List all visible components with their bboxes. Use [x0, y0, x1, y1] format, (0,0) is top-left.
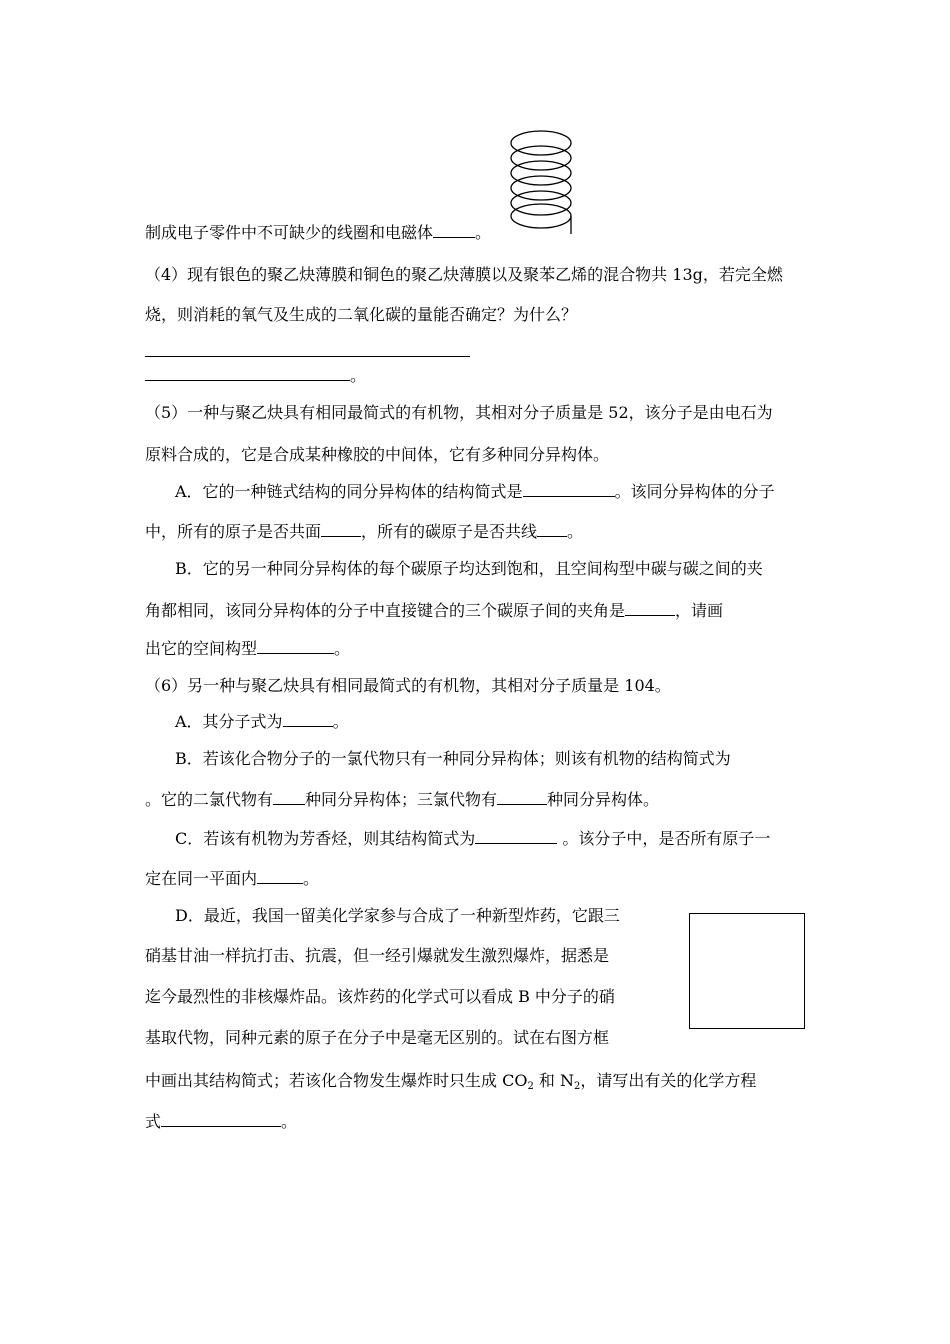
- q5-a-line2: 中，所有的原子是否共面 ，所有的碳原子是否共线 。: [145, 522, 584, 541]
- answer-line[interactable]: [145, 356, 470, 357]
- answer-blank[interactable]: [257, 868, 303, 884]
- answer-blank[interactable]: [257, 638, 334, 654]
- answer-blank[interactable]: [273, 789, 305, 805]
- q6-d-line4: 基取代物，同种元素的原子在分子中是毫无区别的。试在右图方框: [145, 1028, 610, 1047]
- answer-blank[interactable]: [475, 828, 557, 844]
- q5-b-line2: 角都相同，该同分异构体的分子中直接键合的三个碳原子间的夹角是 ，请画: [145, 601, 724, 620]
- q6-d-line3: 迄今最烈性的非核爆炸品。该炸药的化学式可以看成 B 中分子的硝: [145, 987, 615, 1006]
- answer-blank[interactable]: [497, 789, 547, 805]
- q4-line2: 烧，则消耗的氧气及生成的二氧化碳的量能否确定？为什么？: [145, 305, 578, 324]
- coil-figure: [503, 126, 583, 236]
- q6-b-line1: B．若该化合物分子的一氯代物只有一种同分异构体；则该有机物的结构简式为: [175, 749, 731, 768]
- q5-b-line3: 出它的空间构型 。: [145, 639, 351, 658]
- q6-d-line5: 中画出其结构简式；若该化合物发生爆炸时只生成 $CO_2$ 和 $N_2$，请写出有关的化学方程: [145, 1071, 757, 1092]
- q6-line1: （6）另一种与聚乙炔具有相同最简式的有机物，其相对分子质量是 104。: [145, 676, 671, 695]
- answer-blank[interactable]: [625, 600, 675, 616]
- answer-blank[interactable]: [523, 481, 615, 497]
- structure-drawing-box[interactable]: [689, 913, 805, 1029]
- answer-blank[interactable]: [433, 222, 475, 238]
- q5-a-line1: A．它的一种链式结构的同分异构体的结构简式是 。该同分异构体的分子: [175, 482, 775, 501]
- q6-a-line: A．其分子式为 。: [175, 712, 349, 731]
- q3-line: 制成电子零件中不可缺少的线圈和电磁体 。: [145, 223, 492, 242]
- q6-c-line2: 定在同一平面内 。: [145, 869, 320, 888]
- q6-c-line1: C．若该有机物为芳香烃，则其结构简式为 。该分子中，是否所有原子一: [175, 829, 771, 848]
- answer-blank[interactable]: [321, 521, 361, 537]
- q4-answer-line2: 。: [145, 365, 366, 386]
- q4-line1: （4）现有银色的聚乙炔薄膜和铜色的聚乙炔薄膜以及聚苯乙烯的混合物共 13g，若完全燃: [145, 265, 783, 284]
- q5-b-line1: B．它的另一种同分异构体的每个碳原子均达到饱和，且空间构型中碳与碳之间的夹: [175, 559, 763, 578]
- q6-d-line2: 硝基甘油一样抗打击、抗震，但一经引爆就发生激烈爆炸，据悉是: [145, 946, 610, 965]
- answer-blank[interactable]: [145, 365, 350, 381]
- q5-line1: （5）一种与聚乙炔具有相同最简式的有机物，其相对分子质量是 52，该分子是由电石为: [145, 403, 773, 422]
- answer-blank[interactable]: [537, 521, 567, 537]
- q6-d-line6: 式 。: [145, 1112, 298, 1131]
- q6-d-line1: D．最近，我国一留美化学家参与合成了一种新型炸药，它跟三: [175, 906, 620, 925]
- q5-line2: 原料合成的，它是合成某种橡胶的中间体，它有多种同分异构体。: [145, 445, 610, 464]
- answer-blank[interactable]: [283, 711, 333, 727]
- answer-blank[interactable]: [161, 1111, 281, 1127]
- q6-b-line2: 。它的二氯代物有 种同分异构体；三氯代物有 种同分异构体。: [145, 790, 660, 809]
